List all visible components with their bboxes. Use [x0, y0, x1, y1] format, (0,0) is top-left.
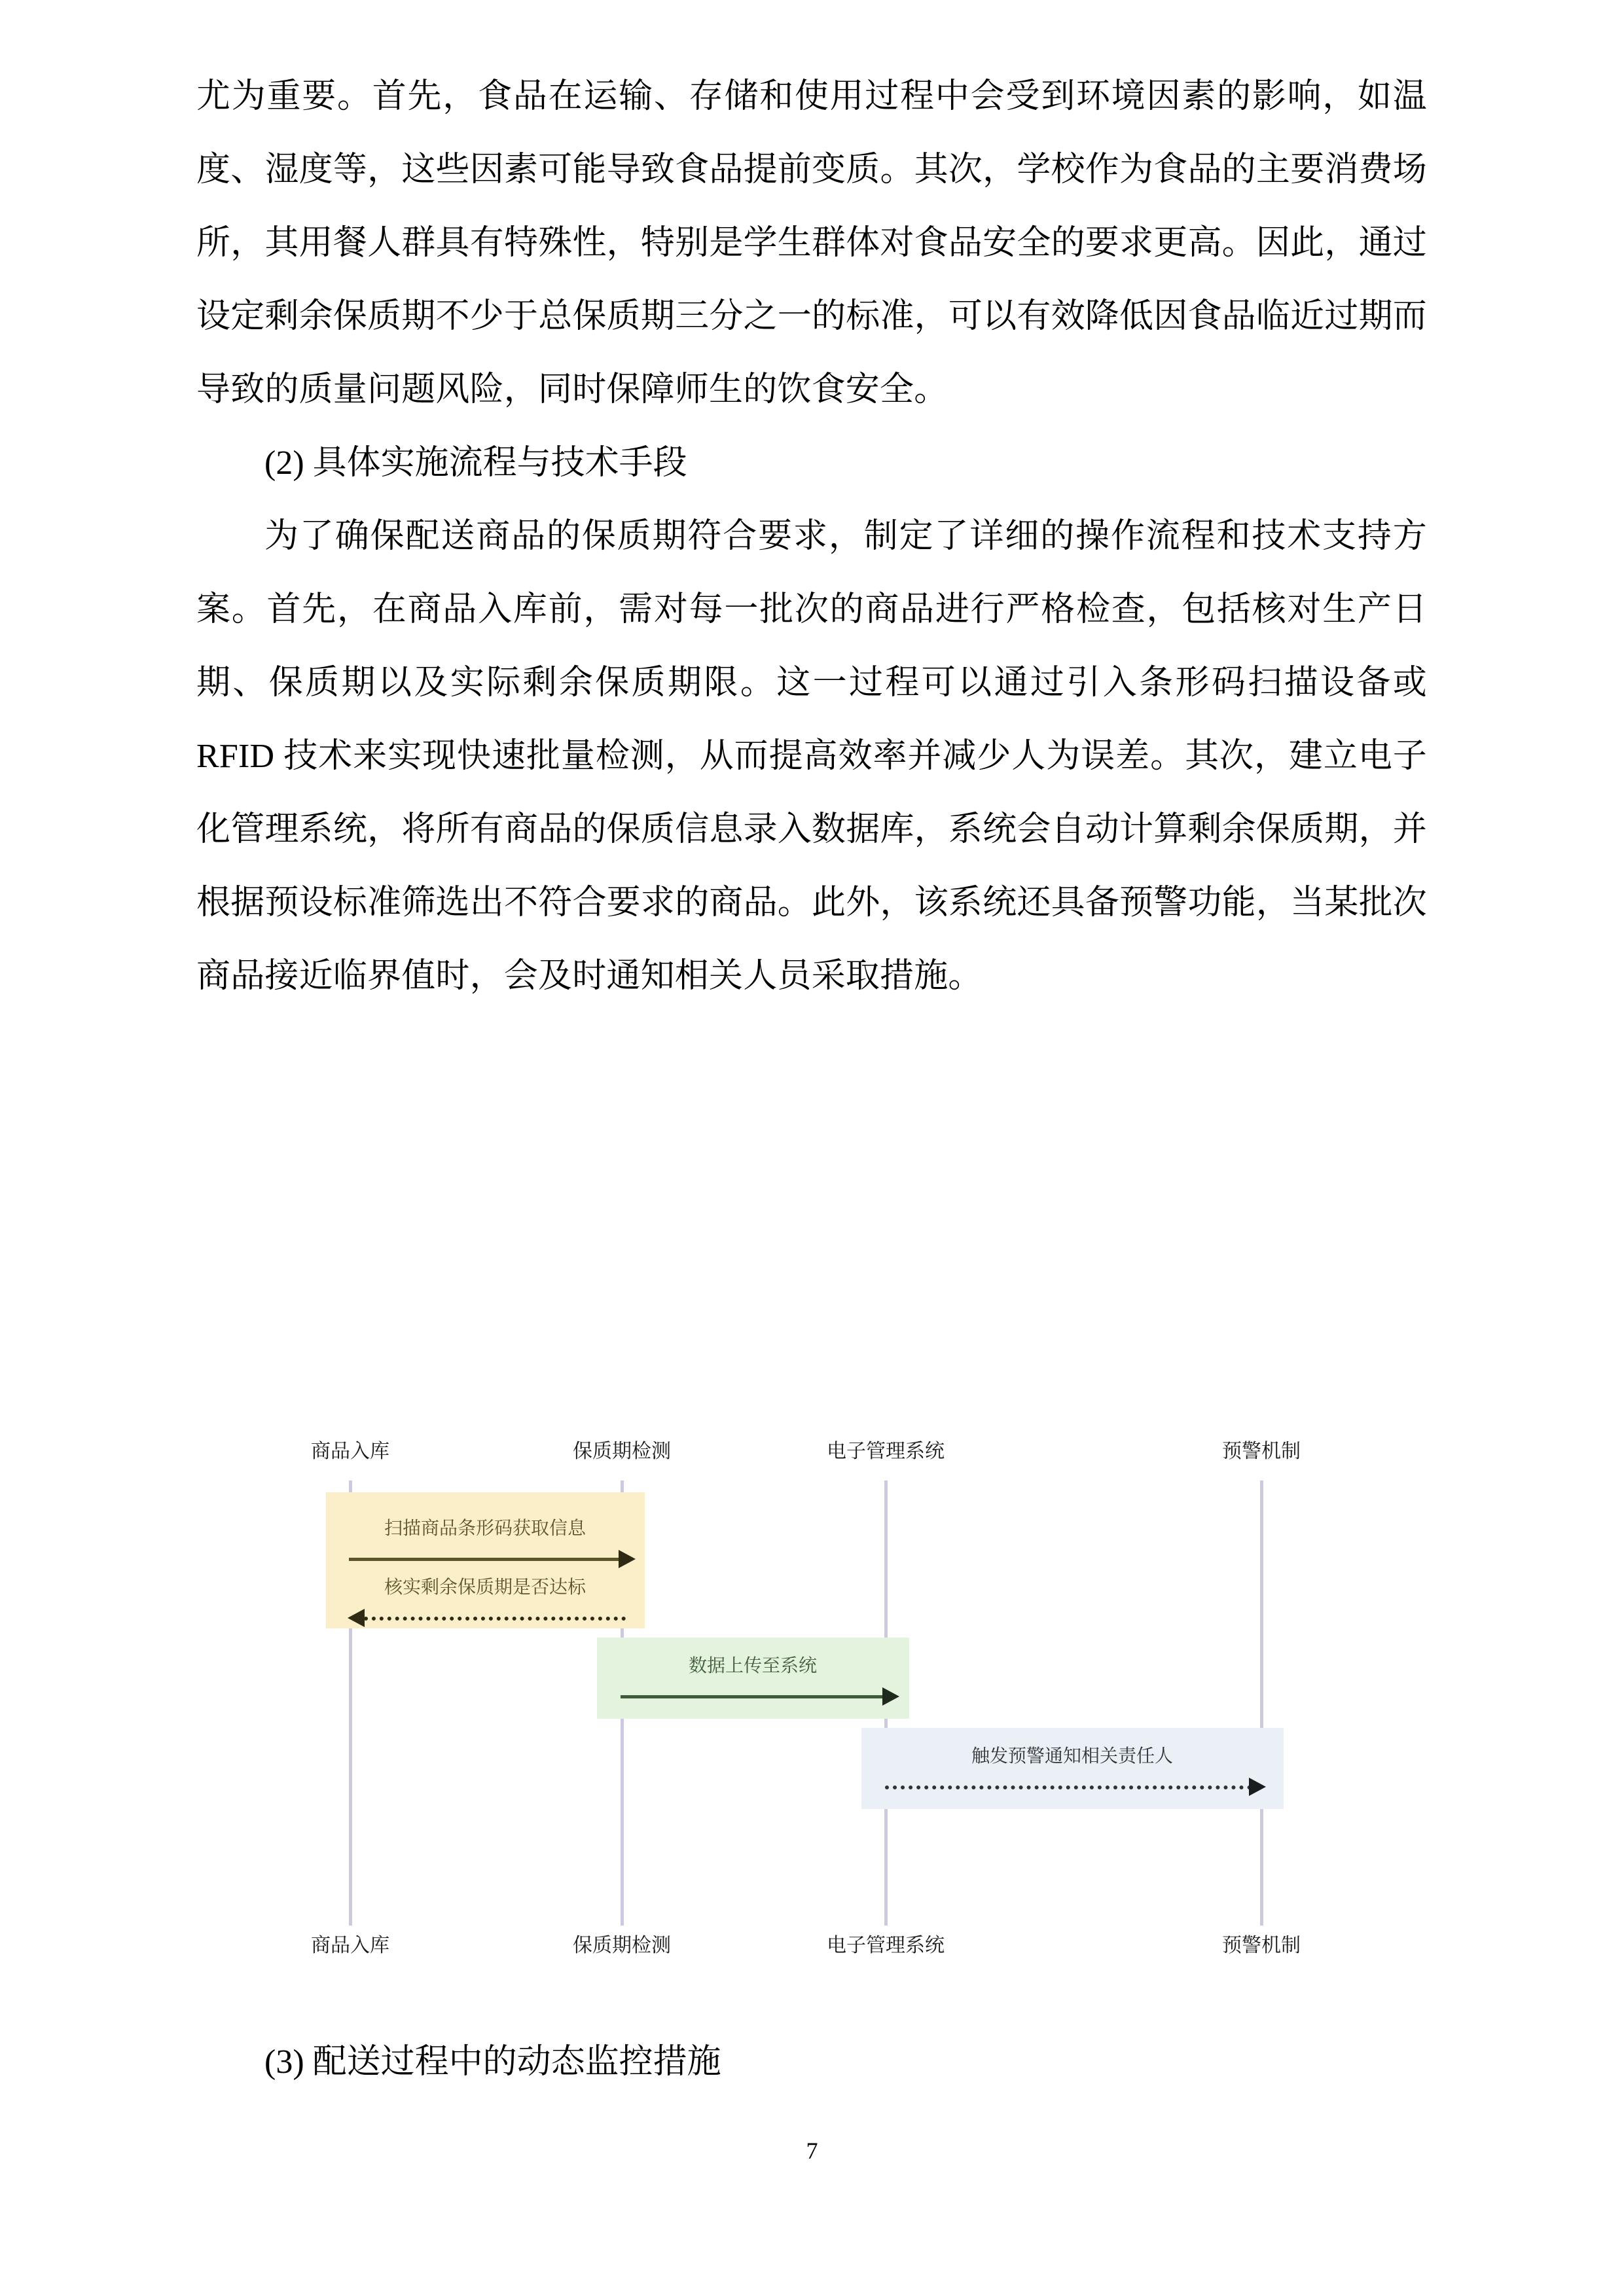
arrowhead-right-icon: [1249, 1778, 1266, 1796]
message-label-trigger-alert: 触发预警通知相关责任人: [971, 1745, 1174, 1767]
paragraph-1: 尤为重要。首先，食品在运输、存储和使用过程中会受到环境因素的影响，如温度、湿度等，这些因素可能导致食品提前变质。其次，学校作为食品的主要消费场所，其用餐人群具有特殊性，特别是学生群体对食品安全的要求更高。因此，通过设定剩余保质期不少于总保质期三分之一的标准，可以有效降低因食品临近过期而导致的质量问题风险，同时保障师生的饮食安全。: [196, 78, 1427, 408]
arrowhead-right-icon: [882, 1687, 899, 1706]
message-group-yellow: [326, 1492, 645, 1628]
participant-label-bottom-shelflife: 保质期检测: [573, 1934, 671, 1957]
document-body: [196, 60, 1427, 1013]
arrowhead-left-icon: [348, 1609, 365, 1627]
lifeline-alert: [1260, 1480, 1263, 1926]
section-heading-3: (3) 配送过程中的动态监控措施: [264, 2043, 721, 2081]
message-label-scan-barcode: 扫描商品条形码获取信息: [384, 1517, 586, 1539]
participant-label-top-alert: 预警机制: [1222, 1440, 1301, 1463]
participant-label-top-shelflife: 保质期检测: [573, 1440, 671, 1463]
message-arrow-verify-shelflife: [364, 1617, 626, 1621]
participant-label-bottom-alert: 预警机制: [1222, 1934, 1301, 1957]
message-group-green: [597, 1638, 909, 1719]
participant-label-bottom-system: 电子管理系统: [827, 1934, 945, 1957]
message-arrow-upload-data: [621, 1695, 888, 1698]
page-number: 7: [806, 2138, 818, 2164]
participant-label-top-inbound: 商品入库: [311, 1440, 389, 1463]
paragraph-2: 为了确保配送商品的保质期符合要求，制定了详细的操作流程和技术支持方案。首先，在商品入库前，需对每一批次的商品进行严格检查，包括核对生产日期、保质期以及实际剩余保质期限。这一过程可以通过引入条形码扫描设备或 RFID 技术来实现快速批量检测，从而提高效率并减少人为误差。其次，建立电子化管理系统，将所有商品的保质信息录入数据库，系统会自动计算剩余保质期，并根据预设标准筛选出不符合要求的商品。此外，该系统还具备预警功能，当某批次商品接近临界值时，会及时通知相关人员采取措施。: [196, 518, 1427, 995]
message-arrow-scan-barcode: [349, 1558, 624, 1561]
arrowhead-right-icon: [619, 1550, 636, 1568]
message-group-blue: [861, 1728, 1284, 1809]
sequence-diagram: [196, 1427, 1427, 1996]
message-arrow-trigger-alert: [885, 1785, 1252, 1789]
message-label-upload-data: 数据上传至系统: [688, 1655, 818, 1676]
participant-label-bottom-inbound: 商品入库: [311, 1934, 389, 1957]
section-heading-2: (2) 具体实施流程与技术手段: [264, 444, 687, 482]
message-label-verify-shelflife: 核实剩余保质期是否达标: [384, 1576, 586, 1598]
participant-label-top-system: 电子管理系统: [827, 1440, 945, 1463]
